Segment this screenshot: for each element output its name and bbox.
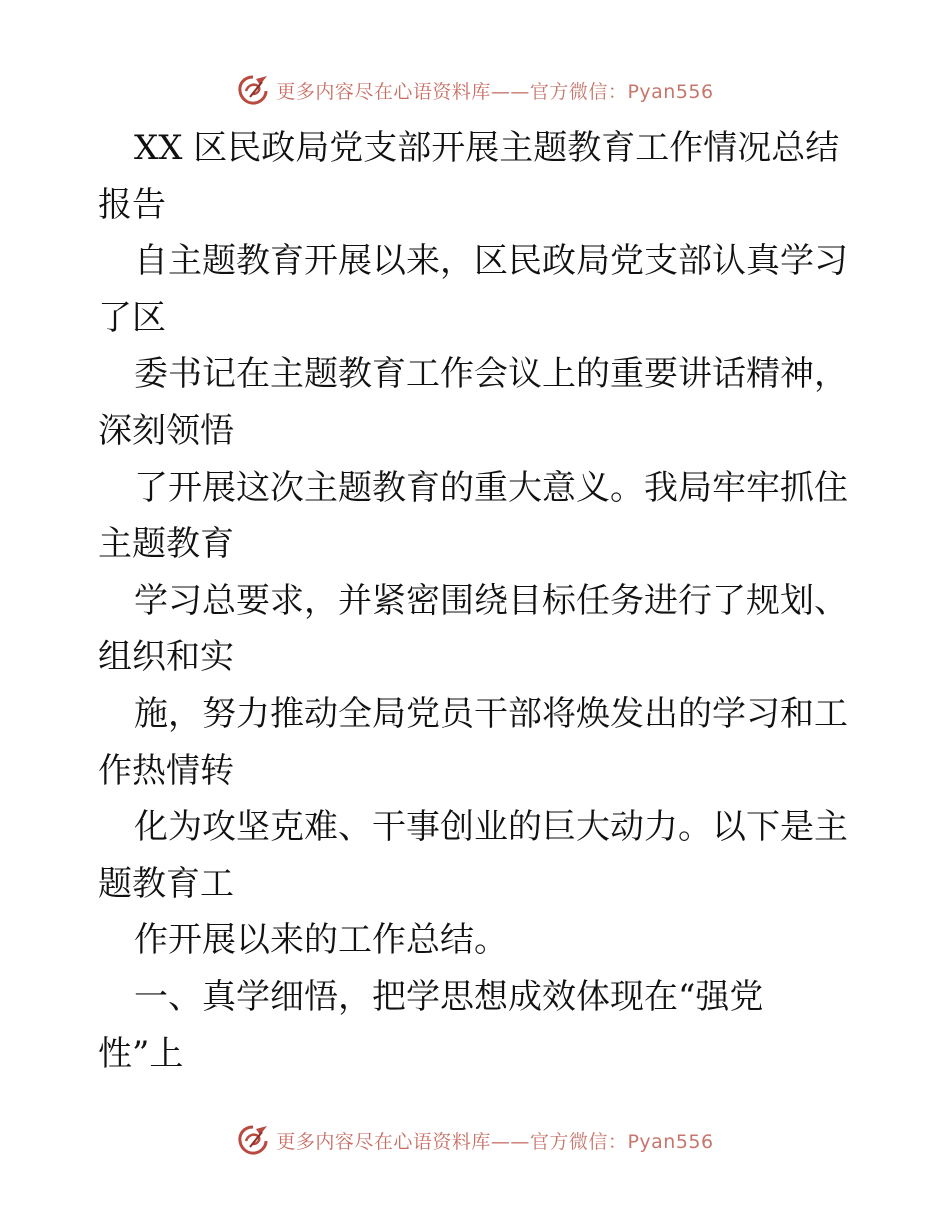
doc-line: 性”上 <box>98 1033 184 1074</box>
doc-line: 了区 <box>98 297 166 338</box>
quill-swirl-logo-icon <box>236 73 270 107</box>
doc-line: 深刻领悟 <box>98 410 234 451</box>
doc-line: 题教育工 <box>98 863 234 904</box>
doc-line: 作热情转 <box>98 750 234 791</box>
promo-contact-label: 官方微信： <box>529 80 628 103</box>
promo-dash: —— <box>490 80 530 103</box>
promo-site-name: 更多内容尽在心语资料库 <box>276 80 491 103</box>
footer-banner <box>0 1120 950 1160</box>
promo-site-name: 更多内容尽在心语资料库 <box>276 1130 491 1153</box>
doc-line: 报告 <box>98 184 166 225</box>
promo-contact-value: Pyan556 <box>627 1130 714 1153</box>
promo-contact-value: Pyan556 <box>627 80 714 103</box>
header-banner <box>0 70 950 110</box>
doc-line: 委书记在主题教育工作会议上的重要讲话精神， <box>134 354 848 395</box>
promo-dash: —— <box>490 1130 530 1153</box>
promo-text <box>276 77 713 104</box>
doc-line: 组织和实 <box>98 637 234 678</box>
doc-line: 施，努力推动全局党员干部将焕发出的学习和工 <box>134 693 848 734</box>
promo-contact-label: 官方微信： <box>529 1130 628 1153</box>
doc-line: 化为攻坚克难、干事创业的巨大动力。以下是主 <box>134 807 848 848</box>
promo-text <box>276 1127 713 1154</box>
quill-swirl-logo-icon <box>236 1123 270 1157</box>
doc-line: 自主题教育开展以来，区民政局党支部认真学习 <box>134 241 848 282</box>
doc-line: 一、真学细悟，把学思想成效体现在“强党 <box>134 976 764 1017</box>
doc-line: 学习总要求，并紧密围绕目标任务进行了规划、 <box>134 580 848 621</box>
doc-line: 主题教育 <box>98 524 234 565</box>
doc-line: 作开展以来的工作总结。 <box>134 920 508 961</box>
doc-line: 了开展这次主题教育的重大意义。我局牢牢抓住 <box>134 467 848 508</box>
document-body <box>98 120 858 1082</box>
doc-line: XX 区民政局党支部开展主题教育工作情况总结 <box>134 128 840 168</box>
